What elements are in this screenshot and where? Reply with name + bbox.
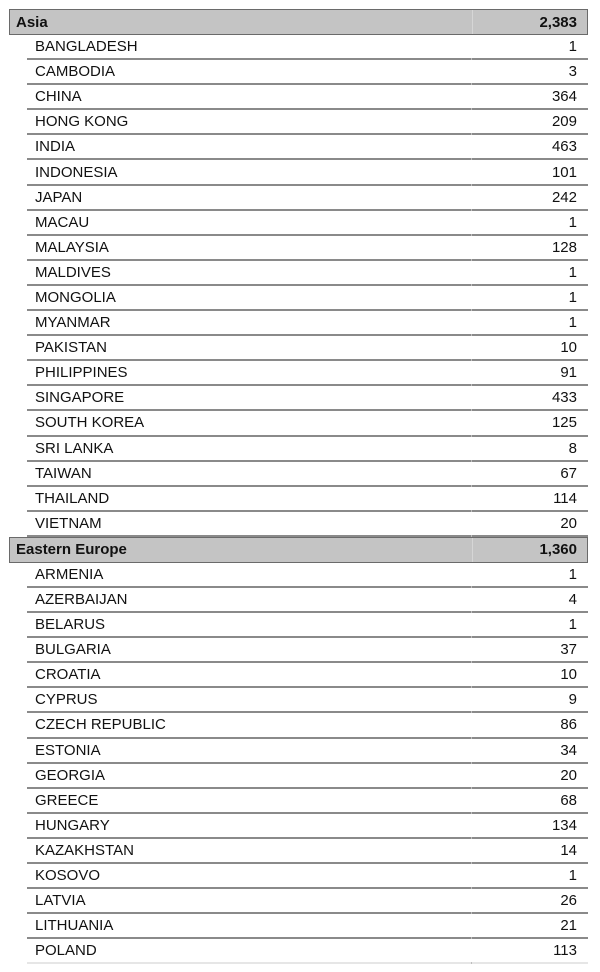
country-row [27,361,588,386]
country-count: 14 [560,841,577,859]
country-count: 101 [551,163,577,181]
country-name: MALDIVES [35,263,111,281]
country-row [27,311,588,336]
region-country-table [9,9,588,964]
country-count: 1 [568,565,577,583]
country-row [27,110,588,135]
country-count: 4 [568,591,577,609]
country-count: 125 [551,414,577,432]
country-name: BELARUS [35,616,106,634]
country-name: VIETNAM [35,514,102,532]
region-group [9,9,588,537]
country-name: KOSOVO [35,867,101,885]
country-count: 1 [568,263,577,281]
country-row [27,160,588,185]
country-name: LATVIA [35,892,86,910]
country-rows [9,35,588,537]
country-row [27,663,588,688]
country-row [27,939,588,964]
country-row [27,613,588,638]
country-name: GEORGIA [35,766,106,784]
country-count: 86 [560,716,577,734]
country-row [27,211,588,236]
country-name: INDIA [35,138,76,156]
country-name: MONGOLIA [35,288,116,306]
country-name: CYPRUS [35,691,98,709]
country-name: TAIWAN [35,464,92,482]
region-total: 1,360 [539,541,577,559]
country-count: 114 [553,489,577,507]
column-divider [471,962,472,964]
country-row [27,135,588,160]
country-count: 10 [560,339,577,357]
country-name: GREECE [35,791,99,809]
country-name: CROATIA [35,666,101,684]
country-count: 20 [560,766,577,784]
country-count: 242 [551,188,577,206]
country-count: 9 [568,691,577,709]
country-row [27,563,588,588]
column-divider [472,10,473,34]
country-row [27,864,588,889]
country-name: SINGAPORE [35,389,125,407]
country-count: 10 [560,666,577,684]
country-row [27,638,588,663]
country-name: INDONESIA [35,163,118,181]
country-count: 209 [551,113,577,131]
country-row [27,60,588,85]
country-row [27,386,588,411]
country-name: AZERBAIJAN [35,591,128,609]
country-row [27,462,588,487]
country-name: THAILAND [35,489,110,507]
country-count: 433 [551,389,577,407]
country-name: MACAU [35,213,90,231]
country-count: 463 [551,138,577,156]
country-name: BANGLADESH [35,38,138,56]
country-count: 68 [560,791,577,809]
country-name: HONG KONG [35,113,129,131]
country-row [27,588,588,613]
country-row [27,85,588,110]
country-count: 1 [568,616,577,634]
country-count: 128 [551,238,577,256]
country-name: SRI LANKA [35,439,114,457]
country-count: 134 [551,816,577,834]
country-row [27,411,588,436]
country-count: 8 [568,439,577,457]
country-count: 3 [568,63,577,81]
region-name: Eastern Europe [16,541,127,559]
country-row [27,336,588,361]
country-name: ARMENIA [35,565,104,583]
country-row [27,437,588,462]
country-count: 1 [568,314,577,332]
country-row [27,789,588,814]
country-name: JAPAN [35,188,83,206]
country-name: CHINA [35,88,82,106]
country-count: 34 [560,741,577,759]
country-count: 67 [560,464,577,482]
country-name: POLAND [35,942,97,960]
country-row [27,512,588,537]
country-name: ESTONIA [35,741,101,759]
country-row [27,236,588,261]
country-count: 1 [568,213,577,231]
country-count: 1 [568,38,577,56]
country-name: PAKISTAN [35,339,107,357]
region-header-row [9,537,588,563]
country-row [27,814,588,839]
country-row [27,713,588,738]
region-name: Asia [16,13,48,31]
region-group [9,537,588,965]
country-row [27,839,588,864]
country-row [27,914,588,939]
country-row [27,764,588,789]
country-name: MYANMAR [35,314,111,332]
country-row [27,688,588,713]
country-count: 26 [560,892,577,910]
country-name: KAZAKHSTAN [35,841,134,859]
country-row [27,889,588,914]
country-count: 364 [551,88,577,106]
country-name: PHILIPPINES [35,364,128,382]
country-name: LITHUANIA [35,917,114,935]
country-count: 21 [560,917,577,935]
country-name: CZECH REPUBLIC [35,716,166,734]
country-count: 1 [568,288,577,306]
country-name: SOUTH KOREA [35,414,145,432]
region-total: 2,383 [539,13,577,31]
country-count: 1 [568,867,577,885]
country-name: CAMBODIA [35,63,116,81]
country-row [27,261,588,286]
country-name: BULGARIA [35,641,111,659]
region-header-row [9,9,588,35]
country-count: 113 [553,942,577,960]
country-row [27,186,588,211]
country-row [27,35,588,60]
country-name: MALAYSIA [35,238,109,256]
country-count: 91 [560,364,577,382]
country-count: 37 [560,641,577,659]
country-count: 20 [560,514,577,532]
country-row [27,487,588,512]
country-rows [9,563,588,965]
country-row [27,739,588,764]
country-row [27,286,588,311]
column-divider [472,538,473,562]
country-name: HUNGARY [35,816,110,834]
